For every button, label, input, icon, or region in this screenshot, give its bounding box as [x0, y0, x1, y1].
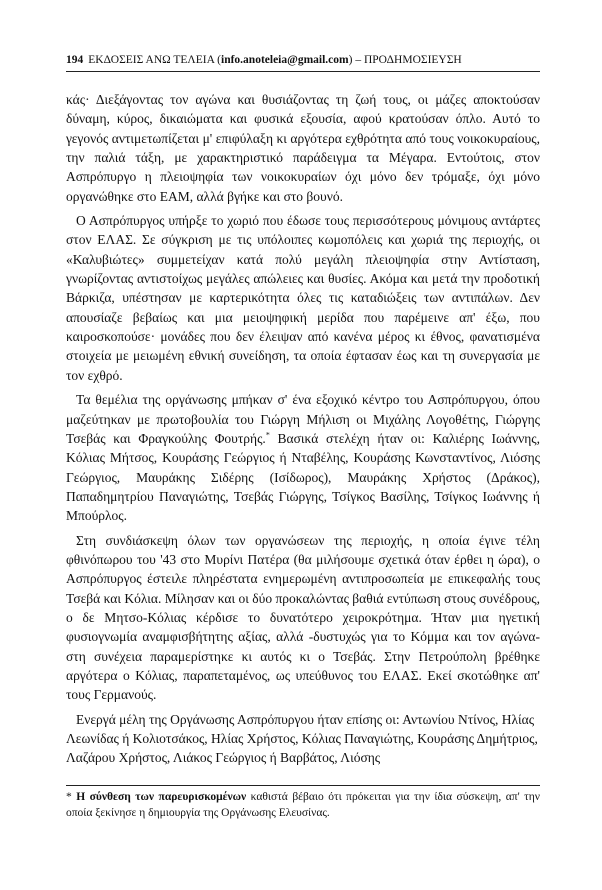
paragraph: [66, 390, 540, 525]
running-header: [66, 52, 540, 72]
body-text: [66, 90, 540, 773]
publisher-name: ΕΚΔΟΣΕΙΣ ΑΝΩ ΤΕΛΕΙΑ (: [88, 54, 221, 66]
paragraph: Στη συνδιάσκεψη όλων των οργανώσεων της περιοχής, η οποία έγινε τέλη φθινόπωρου του '43 στο Μυρίνι Πατέρα (θα μιλήσουμε σχετικά όταν έρθει η ώρα), ο Ασπρόπυργος έστειλε πληρέστατα ενημερωμένη αντιπροσωπεία με επικεφαλής τους Τσεβά και Κόλια. Μίλησαν και οι δύο προκαλώντας βαθιά εντύπωση στους συνέδρους, ο δε Μητσο-Κόλιας κέρδισε το δυνατότερο χειροκρότημα. Ήταν μια ηγετική φυσιογνωμία αναμφισβήτητης αξίας, αλλά -δυστυχώς για το Κόμμα και τον αγώνα- στη συνέχεια παραμερίστηκε κι αυτός κι ο Τσεβάς. Στην Πετρούπολη βρέθηκε αργότερα ο Κόλιας, παραπεταμένος, ως υπεύθυνος του ΕΛΑΣ. Εκεί σκοτώθηκε απ' τους Γερμανούς.: [66, 532, 540, 703]
footnote-mark: *: [66, 791, 77, 803]
paragraph: Ο Ασπρόπυργος υπήρξε το χωριό που έδωσε τους περισσότερους μόνιμους αντάρτες στον ΕΛΑΣ. Σε σύγκριση με τις υπόλοιπες κωμοπόλεις και χωριά της περιοχής, οι «Καλυβιώτες» συμμετείχαν κατά πολύ μεγάλη πλειοψηφία στην Αντίσταση, γνωρίζοντας αντιστοίχως μεγάλες απώλειες και θυσίες. Ακόμα και μετά την προδοτική Βάρκιζα, υπέστησαν με καρτερικότητα όλες τις καταδιώξεις των αντιπάλων. Δεν απουσίαζε βεβαίως και μια μειοψηφική μερίδα που παρέμεινε απ' έξω, που καιροσκοπούσε· μονάδες που δεν έλειψαν από κανένα μέρος κι έθνος, φανατισμένα στοιχεία με μειωμένη εθνική συνείδηση, τα οποία έφτασαν έως και τη συνεργασία με τον εχθρό.: [66, 213, 540, 383]
footnote-text: καθιστά βέβαιο ότι πρόκειται για την ίδια σύσκεψη, απ' την οποία ξεκίνησε η δημιουργία της Οργάνωσης Ελευσίνας.: [66, 791, 540, 819]
footnote-emphasis: Η σύνθεση των παρευρισκομένων: [76, 791, 247, 803]
paragraph-text: Τα θεμέλια της οργάνωσης μπήκαν σ' ένα εξοχικό κέντρο του Ασπρόπυργου, όπου μαζεύτηκαν με πρωτοβουλία του Γιώργη Μήλιση οι Μιχάλης Λογοθέτης, Γιώργης Τσεβάς και Φραγκούλης Φουτρής.: [66, 392, 540, 446]
footnote-reference[interactable]: *: [265, 430, 270, 440]
header-suffix: ) – ΠΡΟΔΗΜΟΣΙΕΥΣΗ: [348, 54, 462, 66]
paragraph: Ενεργά μέλη της Οργάνωσης Ασπρόπυργου ήταν επίσης οι: Αντωνίου Ντίνος, Ηλίας Λεωνίδας ή Κολιοτσάκος, Ηλίας Χρήστος, Κόλιας Παναγιώτης, Κουράσης Δημήτριος, Λαζάρου Χρήστος, Λιάκος Γεώργιος ή Βαρβάτος, Λιόσης: [66, 711, 538, 766]
paragraph: κάς· Διεξάγοντας τον αγώνα και θυσιάζοντας τη ζωή τους, οι μάζες αποκτούσαν δύναμη, κύρος, δικαιώματα και φυσικά εξουσία, αφού κρατούσαν όπλο. Αυτό το γεγονός αντιμετωπίζεται μ' επιφύλαξη κι αργότερα εχθρότητα από τους νοικοκυραίους, την παλιά τάξη, με χαρακτηριστικό παράδειγμα τα Μέγαρα. Εντούτοις, στον Ασπρόπυργο η πλειοψηφία των νοικοκυραίων όχι μόνο δεν τρόμαξε, όχι μόνο οργανώθηκε στο ΕΑΜ, αλλά βγήκε και στο βουνό.: [66, 92, 540, 204]
page-number: 194: [66, 54, 84, 66]
paragraph-text: Βασικά στελέχη ήταν οι: Καλιέρης Ιωάννης, Κόλιας Μήτσος, Κουράσης Γεώργιος ή Νταβέλης, Κουράσης Κωνσταντίνος, Λιόσης Γεώργιος, Μαυράκης Σιδέρης (Ισίδωρος), Μαυράκης Χρήστος (Δράκος), Παπαδημητρίου Παναγιώτης, Τσεβάς Γιώργης, Τσίγκος Βασίλης, Τσίγκος Ιωάννης ή Μπούρλος.: [66, 430, 540, 524]
footnote: [66, 789, 540, 821]
publisher-email: info.anoteleia@gmail.com: [221, 54, 349, 66]
footnote-divider: [66, 785, 540, 786]
